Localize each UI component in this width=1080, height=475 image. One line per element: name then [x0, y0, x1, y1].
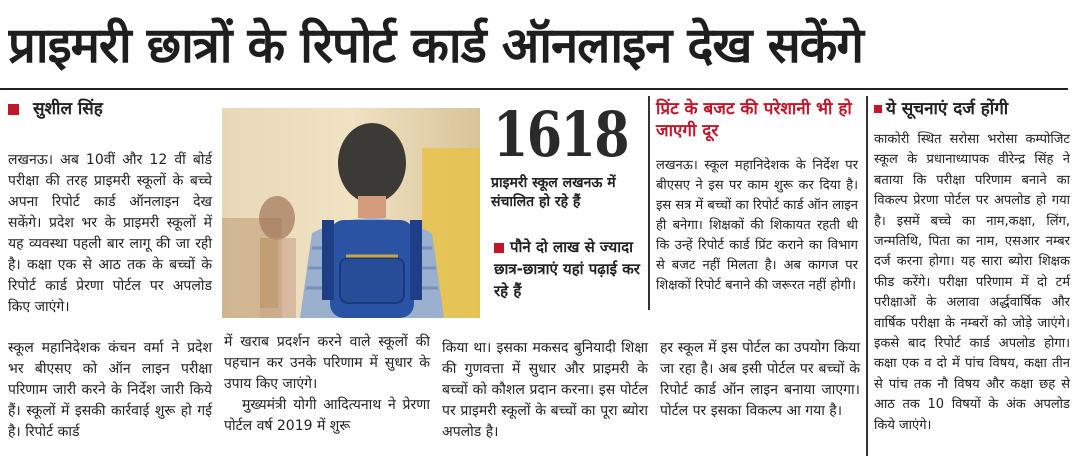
student-photo: [222, 108, 480, 318]
fact-bullet-text: पौने दो लाख से ज्यादा छात्र-छात्राएं यहां पढ़ाई कर रहे हैं: [494, 238, 640, 300]
headline-rule: [0, 88, 1068, 90]
bullet-square-icon: [874, 105, 882, 113]
box2-heading: [874, 98, 1074, 120]
byline: [8, 96, 103, 119]
article-col3-bottom: किया था। इसका मकसद बुनियादी शिक्षा की गुणवत्ता में सुधार और प्राइमरी के बच्चों को कौशल प्रदान करना। इस पोर्टल पर प्राइमरी स्कूलों के बच्चों का पूरा ब्योरा अपलोड है।: [442, 340, 648, 440]
article-col2-para2: मुख्यमंत्री योगी आदित्यनाथ ने प्रेरणा पोर्टल वर्ष 2019 में शुरू: [224, 397, 430, 434]
article-col2-bottom: [224, 332, 430, 437]
fact-bullet: [494, 236, 642, 302]
box2-text: काकोरी स्थित सरोसा भरोसा कम्पोजिट स्कूल के प्रधानाध्यापक वीरेन्द्र सिंह ने बताया कि परीक्षा परिणाम बनाने का विकल्प प्रेरणा पोर्टल पर अपलोड हो गया है। इसमें बच्चे का नाम,कक्षा, लिंग, जन्मतिथि, पिता का नाम, एसआर नम्बर दर्ज करना होगा। यह सारा ब्योरा शिक्षक फीड करेंगे। परीक्षा परिणाम में दो टर्म परीक्षाओं के अलावा अर्द्धवार्षिक और वार्षिक परीक्षा के नम्बरों को जोड़े जाएंगे। इकसे बाद रिपोर्ट कार्ड अपलोड होगा। कक्षा एक व दो में पांच विषय, कक्षा तीन से पांच तक नौ विषय और कक्षा छह से आठ तक 10 विषयों के अंक अपलोड किये जाएंगे।: [874, 132, 1070, 433]
bullet-square-icon: [8, 104, 19, 115]
box1-heading: प्रिंट के बजट की परेशानी भी हो जाएगी दूर: [656, 99, 852, 141]
column-divider: [866, 96, 868, 456]
headline: प्राइमरी छात्रों के रिपोर्ट कार्ड ऑनलाइन देख सकेंगे: [8, 17, 863, 74]
article-col1-bottom: स्कूल महानिदेशक कंचन वर्मा ने प्रदेश भर बीएसए को ऑन लाइन परीक्षा परिणाम जारी करने के निर्देश जारी किये हैं। स्कूलों में इसकी कार्रवाई शुरू हो गई है। रिपोर्ट कार्ड: [8, 340, 212, 440]
fact-number-text: प्राइमरी स्कूल लखनऊ में संचालित हो रहे हैं: [491, 175, 616, 210]
student-backpack-image: [222, 108, 480, 318]
article-col4-bottom: हर स्कूल में इस पोर्टल का उपयोग किया जा रहा है। अब इसी पोर्टल पर बच्चों के रिपोर्ट कार्ड ऑन लाइन बनाया जाएगा। पोर्टल पर इसका विकल्प आ गया है।: [660, 340, 860, 419]
box1-text: लखनऊ। स्कूल महानिदेशक के निर्देश पर बीएसए ने इस पर काम शुरू कर दिया है। इस सत्र में बच्चों का रिपोर्ट कार्ड ऑन लाइन ही बनेगा। शिक्षकों की शिकायत रहती थी कि उन्हें रिपोर्ट कार्ड प्रिंट कराने का विभाग से बजट नहीं मिलता है। अब कागज पर शिक्षकों रिपोर्ट बनाने की जरूरत नहीं होगी।: [656, 158, 858, 293]
bullet-square-icon: [494, 243, 504, 253]
article-col1-top: लखनऊ। अब 10वीं और 12 वीं बोर्ड परीक्षा की तरह प्राइमरी स्कूलों के बच्चे अपना रिपोर्ट कार्ड ऑनलाइन देख सकेंगे। प्रदेश भर के प्राइमरी स्कूलों में यह व्यवस्था पहली बार लागू की जा रही है। कक्षा एक से आठ तक के बच्चों के रिपोर्ट कार्ड प्रेरणा पोर्टल पर अपलोड किए जाएंगे।: [8, 152, 212, 315]
byline-name: सुशील सिंह: [33, 99, 103, 119]
box2-heading-text: ये सूचनाएं दर्ज होंगी: [886, 99, 1009, 119]
column-divider: [648, 96, 650, 310]
article-col2-para1: में खराब प्रदर्शन करने वाले स्कूलों की पहचान कर उनके परिणाम में सुधार के उपाय किए जाएंगे।: [224, 334, 430, 392]
fact-number: 1618: [493, 98, 628, 171]
